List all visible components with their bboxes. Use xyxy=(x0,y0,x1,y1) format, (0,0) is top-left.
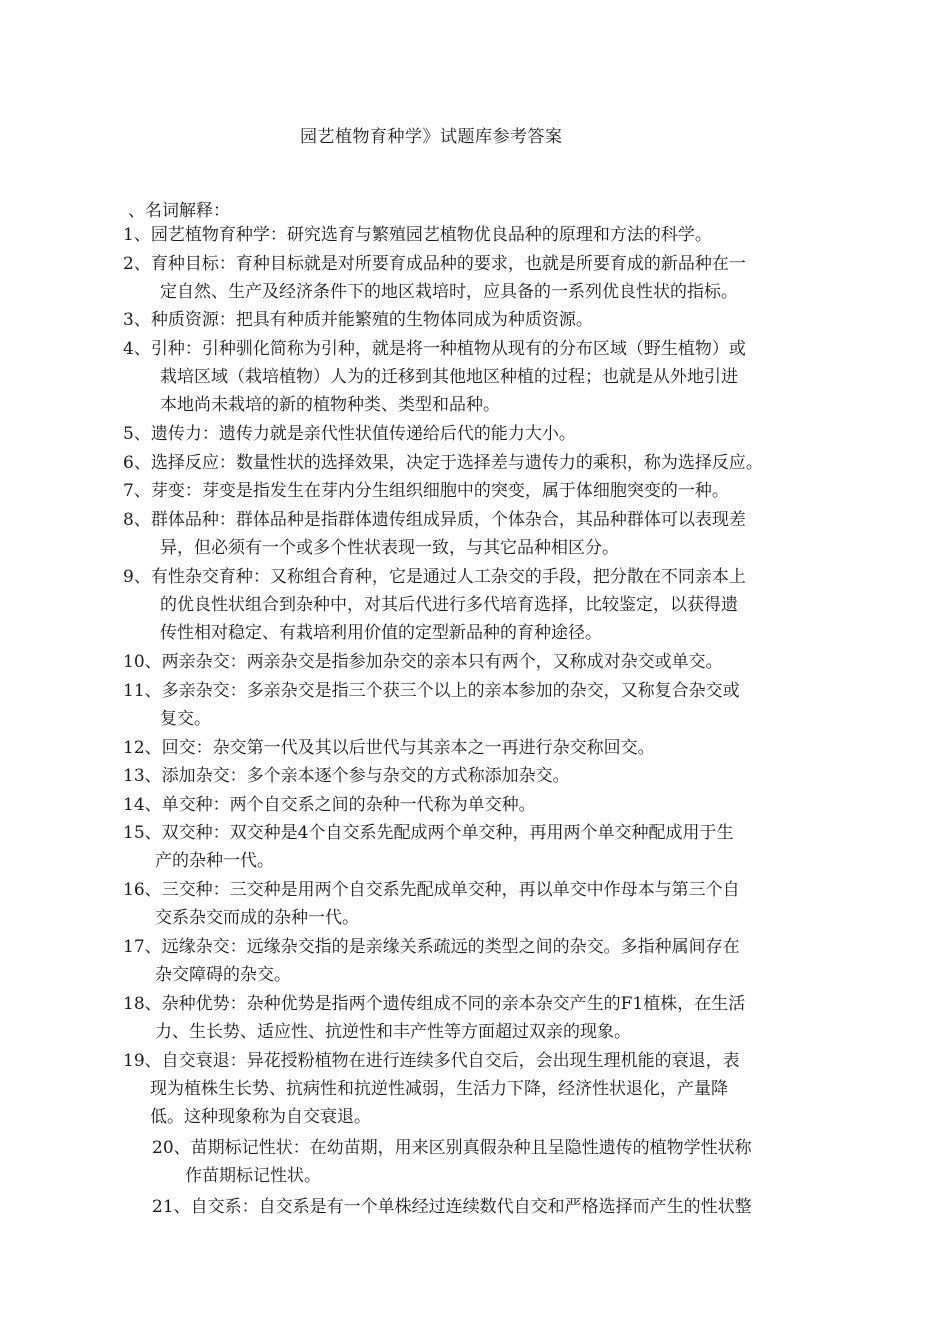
section-heading: 、名词解释： xyxy=(128,201,230,221)
entry-10-line-1: 10、两亲杂交：两亲杂交是指参加杂交的亲本只有两个，又称成对杂交或单交。 xyxy=(123,652,723,672)
entry-17-line-1: 17、远缘杂交：远缘杂交指的是亲缘关系疏远的类型之间的杂交。多指种属间存在 xyxy=(123,937,740,957)
entry-19-line-2: 现为植株生长势、抗病性和抗逆性减弱，生活力下降，经济性状退化，产量降 xyxy=(150,1079,728,1099)
entry-6-line-1: 6、选择反应：数量性状的选择效果，决定于选择差与遗传力的乘积，称为选择反应。 xyxy=(123,453,763,473)
entry-16-line-1: 16、三交种：三交种是用两个自交系先配成单交种，再以单交中作母本与第三个自 xyxy=(123,880,740,900)
entry-17-line-2: 杂交障碍的杂交。 xyxy=(155,965,291,985)
entry-16-line-2: 交系杂交而成的杂种一代。 xyxy=(155,908,359,928)
entry-19-line-3: 低。这种现象称为自交衰退。 xyxy=(150,1107,371,1127)
entry-18-line-1: 18、杂种优势：杂种优势是指两个遗传组成不同的亲本杂交产生的F1植株，在生活 xyxy=(123,994,746,1014)
entry-8-line-1: 8、群体品种：群体品种是指群体遗传组成异质，个体杂合，其品种群体可以表现差 xyxy=(123,510,746,530)
entry-18-line-2: 力、生长势、适应性、抗逆性和丰产性等方面超过双亲的现象。 xyxy=(155,1022,631,1042)
entry-20-line-1: 20、苗期标记性状：在幼苗期，用来区别真假杂种且呈隐性遗传的植物学性状称 xyxy=(152,1138,752,1158)
entry-11-line-1: 11、多亲杂交：多亲杂交是指三个获三个以上的亲本参加的杂交，又称复合杂交或 xyxy=(123,681,740,701)
entry-3-line-1: 3、种质资源：把具有种质并能繁殖的生物体同成为种质资源。 xyxy=(123,310,593,330)
entry-20-line-2: 作苗期标记性状。 xyxy=(185,1166,321,1186)
entry-19-line-1: 19、自交衰退：异花授粉植物在进行连续多代自交后，会出现生理机能的衰退，表 xyxy=(123,1051,740,1071)
entry-21-line-1: 21、自交系：自交系是有一个单株经过连续数代自交和严格选择而产生的性状整 xyxy=(152,1197,752,1217)
entry-13-line-1: 13、添加杂交：多个亲本逐个参与杂交的方式称添加杂交。 xyxy=(123,766,570,786)
entry-5-line-1: 5、遗传力：遗传力就是亲代性状值传递给后代的能力大小。 xyxy=(123,424,576,444)
entry-8-line-2: 异，但必须有一个或多个性状表现一致，与其它品种相区分。 xyxy=(160,538,619,558)
entry-15-line-1: 15、双交种：双交种是4个自交系先配成两个单交种，再用两个单交种配成用于生 xyxy=(123,823,734,843)
entry-11-line-2: 复交。 xyxy=(160,709,211,729)
entry-7-line-1: 7、芽变：芽变是指发生在芽内分生组织细胞中的突变，属于体细胞突变的一种。 xyxy=(123,481,729,501)
entry-4-line-3: 本地尚未栽培的新的植物种类、类型和品种。 xyxy=(160,395,500,415)
entry-4-line-1: 4、引种：引种驯化简称为引种，就是将一种植物从现有的分布区域（野生植物）或 xyxy=(123,339,746,359)
entry-15-line-2: 产的杂种一代。 xyxy=(155,851,274,871)
entry-9-line-2: 的优良性状组合到杂种中，对其后代进行多代培育选择，比较鉴定，以获得遗 xyxy=(160,595,738,615)
entry-12-line-1: 12、回交：杂交第一代及其以后世代与其亲本之一再进行杂交称回交。 xyxy=(123,738,655,758)
entry-2-line-1: 2、育种目标：育种目标就是对所要育成品种的要求，也就是所要育成的新品种在一 xyxy=(123,254,746,274)
entry-9-line-1: 9、有性杂交育种：又称组合育种，它是通过人工杂交的手段，把分散在不同亲本上 xyxy=(123,567,746,587)
entry-9-line-3: 传性相对稳定、有栽培利用价值的定型新品种的育种途径。 xyxy=(160,623,602,643)
page-title: 园艺植物育种学》试题库参考答案 xyxy=(300,127,563,147)
entry-1-line-1: 1、园艺植物育种学：研究选育与繁殖园艺植物优良品种的原理和方法的科学。 xyxy=(123,225,712,245)
entry-14-line-1: 14、单交种：两个自交系之间的杂种一代称为单交种。 xyxy=(123,795,536,815)
entry-2-line-2: 定自然、生产及经济条件下的地区栽培时，应具备的一系列优良性状的指标。 xyxy=(160,282,738,302)
entry-4-line-2: 栽培区域（栽培植物）人为的迁移到其他地区种植的过程；也就是从外地引进 xyxy=(160,367,738,387)
